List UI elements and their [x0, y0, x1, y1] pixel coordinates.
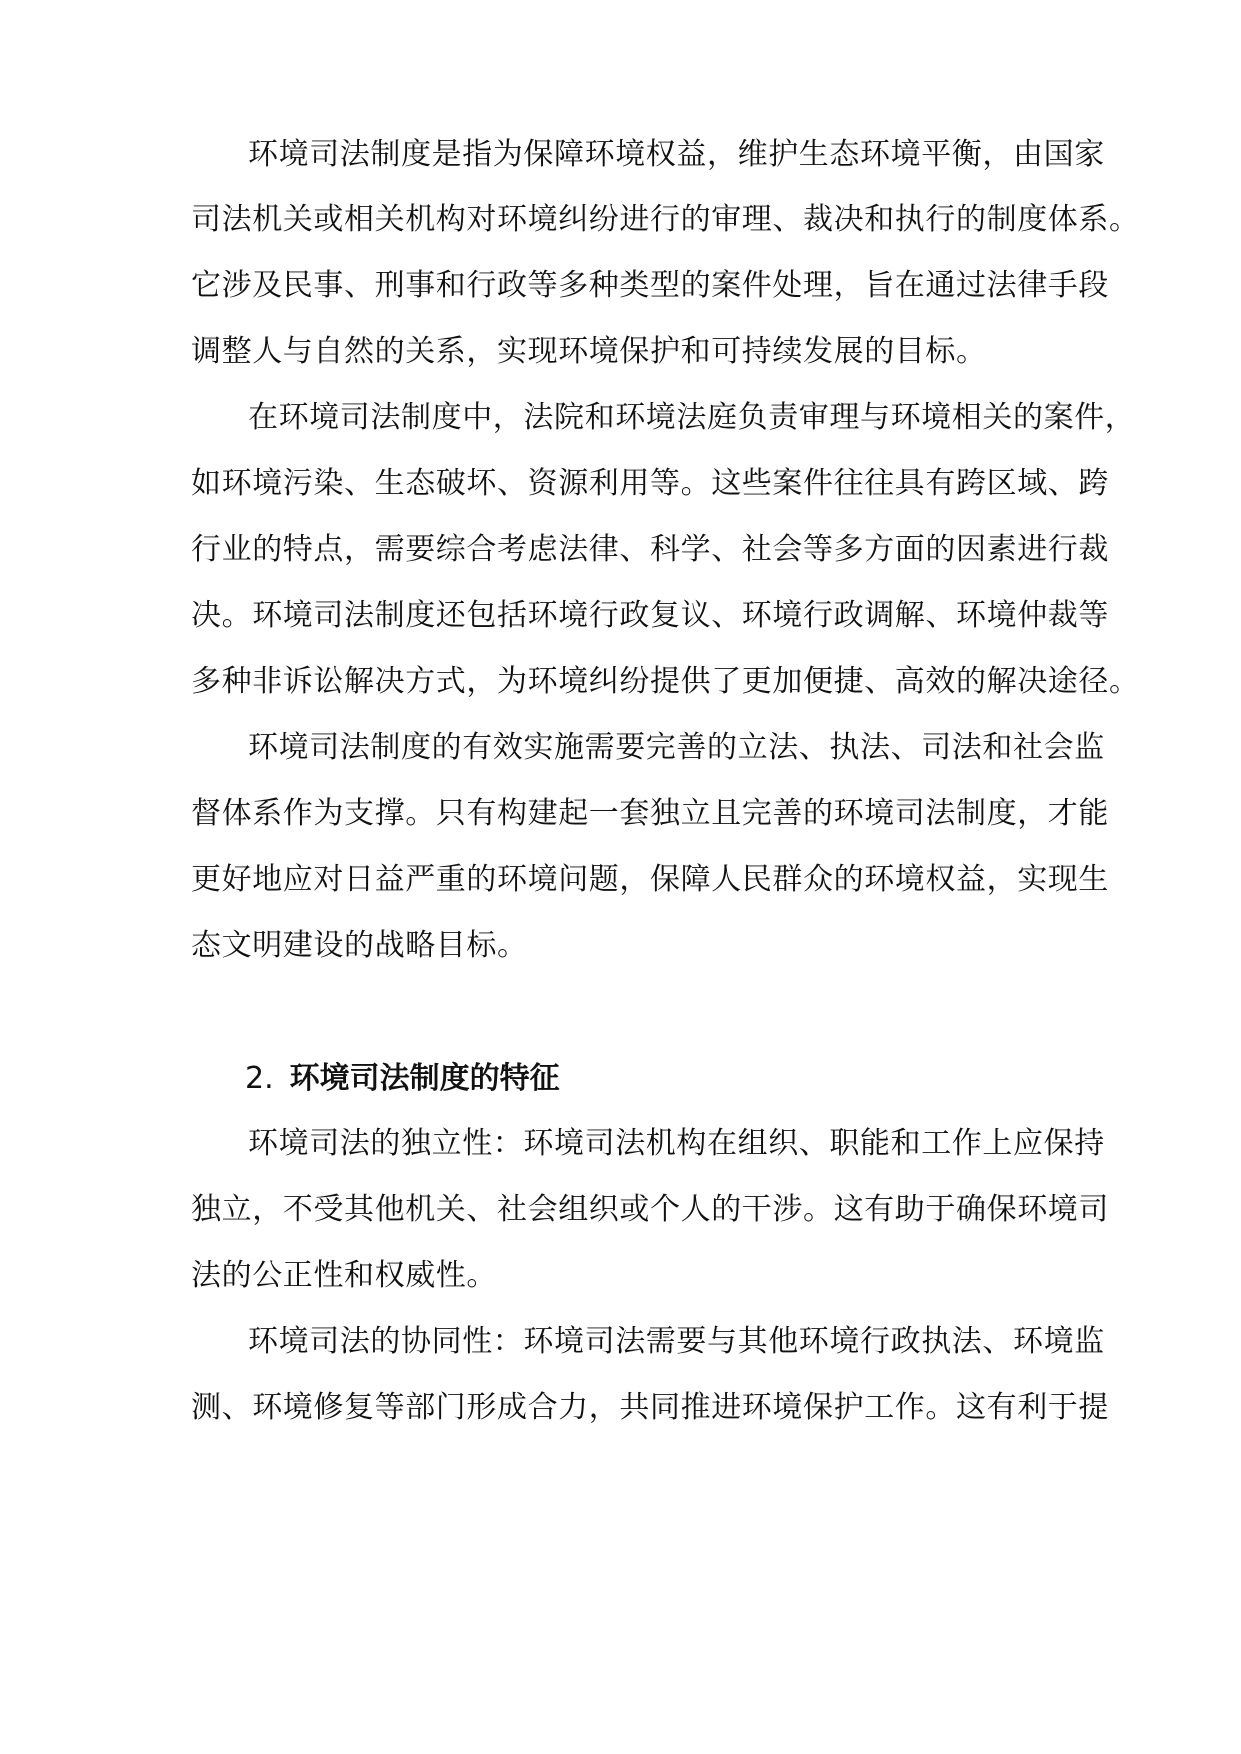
paragraph-4-line-2: 独立，不受其他机关、社会组织或个人的干涉。这有助于确保环境司 [191, 1192, 1109, 1227]
paragraph-1-line-2: 司法机关或相关机构对环境纠纷进行的审理、裁决和执行的制度体系。 [191, 202, 1140, 237]
paragraph-1-line-3: 它涉及民事、刑事和行政等多种类型的案件处理，旨在通过法律手段 [191, 268, 1109, 303]
paragraph-5-line-2: 测、环境修复等部门形成合力，共同推进环境保护工作。这有利于提 [191, 1390, 1109, 1425]
section-number: 2. [245, 1061, 274, 1096]
section-title: 环境司法制度的特征 [289, 1061, 560, 1096]
paragraph-4-line-1: 环境司法的独立性：环境司法机构在组织、职能和工作上应保持 [248, 1126, 1105, 1161]
paragraph-1-line-4: 调整人与自然的关系，实现环境保护和可持续发展的目标。 [191, 334, 987, 369]
paragraph-2-line-3: 行业的特点，需要综合考虑法律、科学、社会等多方面的因素进行裁 [191, 532, 1109, 567]
paragraph-3-line-1: 环境司法制度的有效实施需要完善的立法、执法、司法和社会监 [248, 730, 1105, 765]
paragraph-2-line-2: 如环境污染、生态破坏、资源利用等。这些案件往往具有跨区域、跨 [191, 466, 1109, 501]
paragraph-5-line-1: 环境司法的协同性：环境司法需要与其他环境行政执法、环境监 [248, 1324, 1105, 1359]
paragraph-2-line-1: 在环境司法制度中，法院和环境法庭负责审理与环境相关的案件， [248, 400, 1136, 435]
paragraph-3-line-4: 态文明建设的战略目标。 [191, 928, 528, 963]
paragraph-1-line-1: 环境司法制度是指为保障环境权益，维护生态环境平衡，由国家 [248, 137, 1105, 172]
paragraph-2-line-5: 多种非诉讼解决方式，为环境纠纷提供了更加便捷、高效的解决途径。 [191, 664, 1140, 699]
paragraph-3-line-3: 更好地应对日益严重的环境问题，保障人民群众的环境权益，实现生 [191, 862, 1109, 897]
paragraph-3-line-2: 督体系作为支撑。只有构建起一套独立且完善的环境司法制度，才能 [191, 796, 1109, 831]
paragraph-4-line-3: 法的公正性和权威性。 [191, 1258, 497, 1293]
paragraph-2-line-4: 决。环境司法制度还包括环境行政复议、环境行政调解、环境仲裁等 [191, 598, 1109, 633]
section-heading [245, 1059, 560, 1099]
